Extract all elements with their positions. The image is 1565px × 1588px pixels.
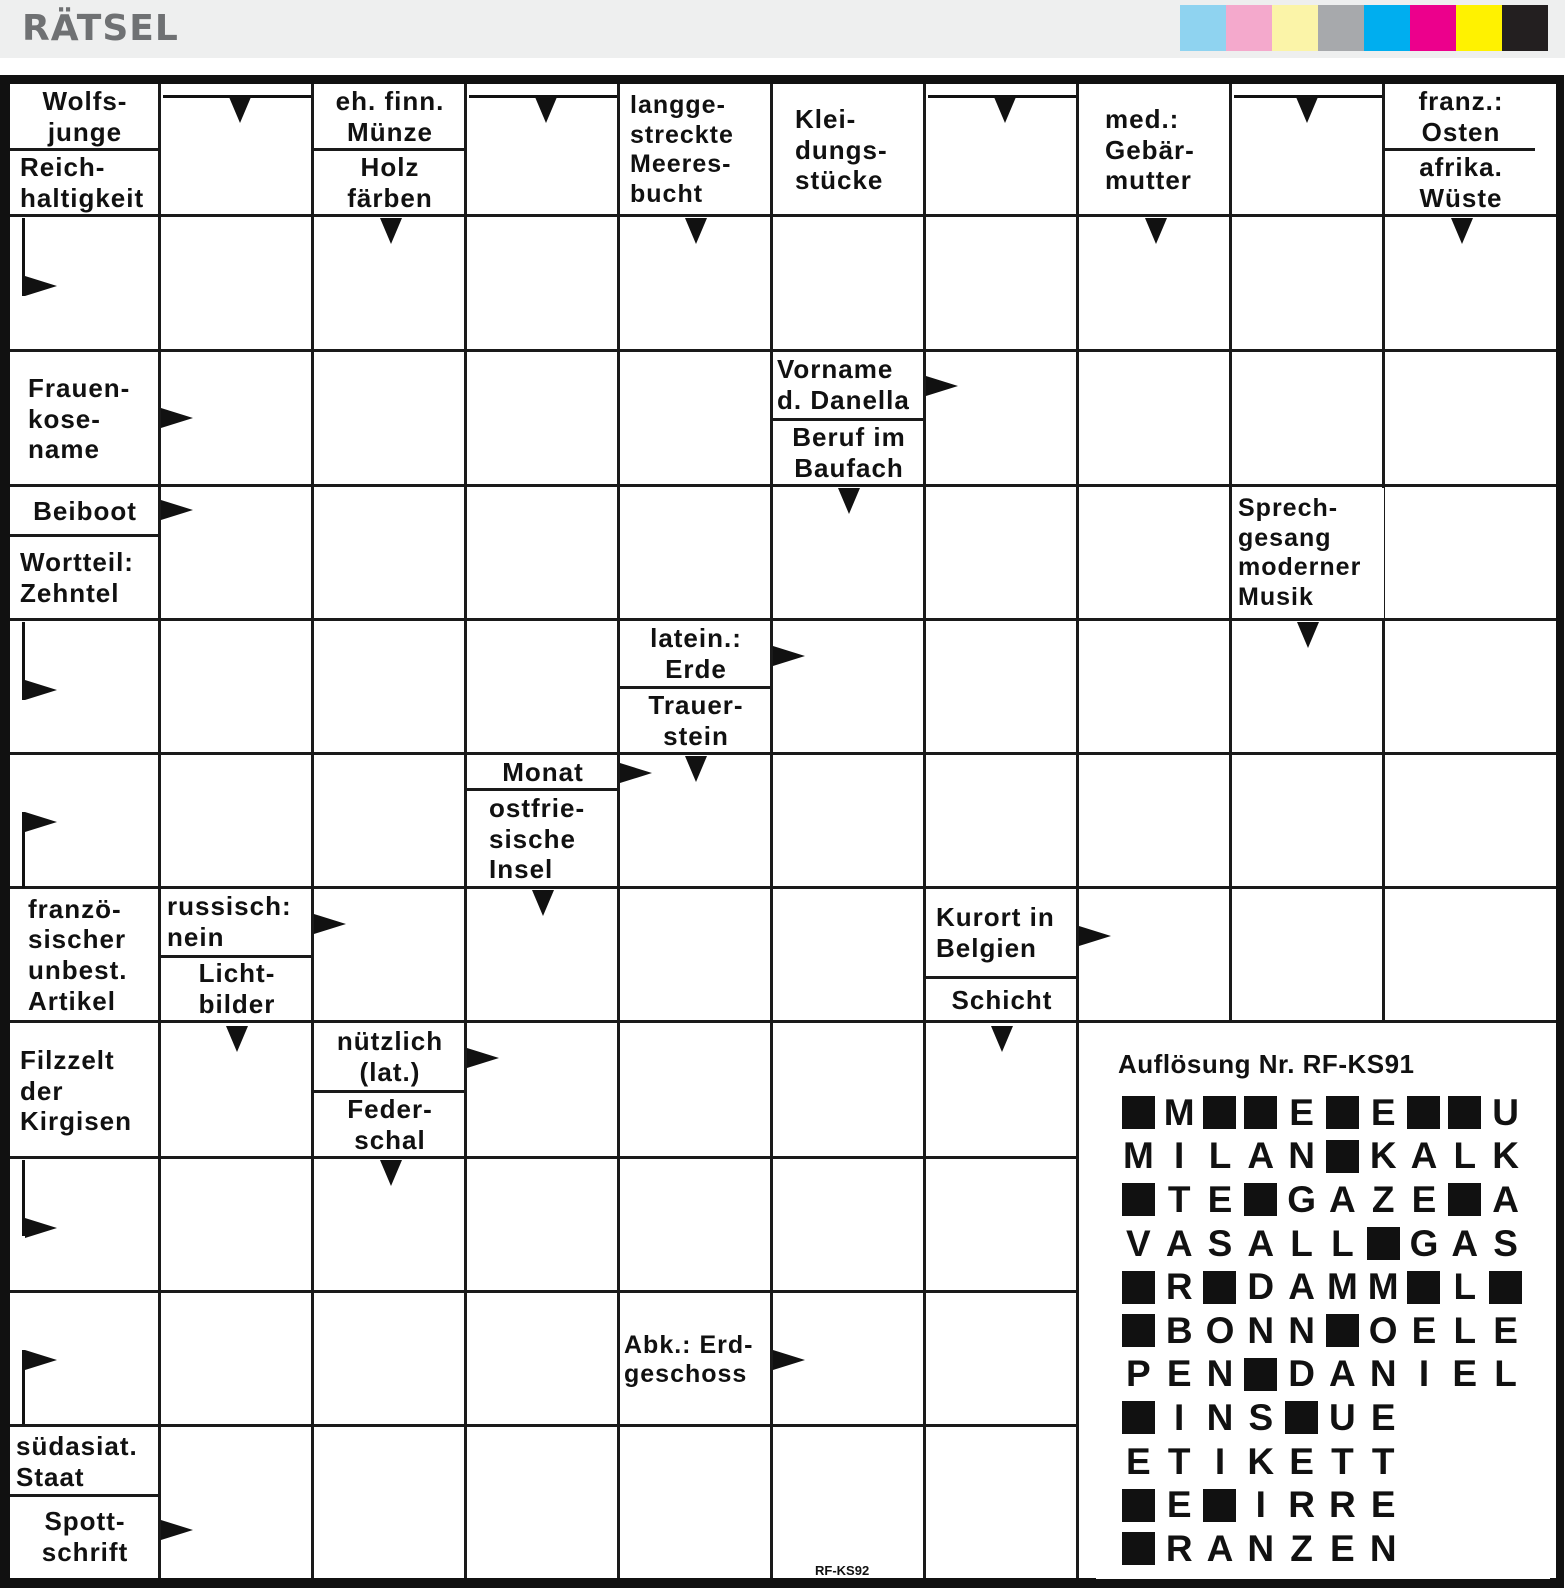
solution-cell: E xyxy=(1411,1178,1437,1220)
solution-cell xyxy=(1118,1309,1159,1353)
solution-cell: S xyxy=(1493,1222,1518,1264)
solution-cell: K xyxy=(1492,1135,1519,1177)
arrow-right-icon xyxy=(620,763,652,783)
solution-cell: R xyxy=(1165,1527,1193,1569)
solution-cell: I xyxy=(1255,1484,1266,1526)
solution-cell xyxy=(1404,1091,1445,1135)
clue-ostfriesische-insel: ostfrie- sische Insel xyxy=(469,792,617,886)
arrow-down-icon xyxy=(229,97,251,123)
solution-cell: A xyxy=(1288,1266,1315,1308)
clue-franz-osten: franz.: Osten xyxy=(1387,86,1535,148)
solution-row xyxy=(1118,1483,1526,1527)
solution-row xyxy=(1118,1091,1526,1135)
color-calibration-bar xyxy=(1180,5,1548,51)
solution-cell: Z xyxy=(1290,1527,1313,1569)
color-swatch xyxy=(1456,5,1502,51)
solution-cell: A xyxy=(1165,1222,1193,1264)
solution-cell: I xyxy=(1418,1353,1430,1395)
solution-row xyxy=(1118,1440,1526,1484)
solution-cell: L xyxy=(1331,1222,1354,1264)
arrow-down-icon xyxy=(685,756,707,782)
clue-gebaermutter: med.: Gebär- mutter xyxy=(1081,86,1229,214)
color-swatch xyxy=(1364,5,1410,51)
grid-column-line xyxy=(1076,84,1079,1578)
clue-meeresbucht: langge- streckte Meeres- bucht xyxy=(622,86,770,214)
solution-cell: O xyxy=(1368,1309,1398,1351)
clue-latein-erde: latein.: Erde xyxy=(622,622,770,686)
solution-cell: D xyxy=(1288,1353,1315,1395)
arrow-right-icon xyxy=(161,500,193,520)
clue-divider xyxy=(925,976,1076,979)
solution-cell xyxy=(1363,1222,1404,1266)
solution-cell xyxy=(1118,1396,1159,1440)
clue-franz-artikel: franzö- sischer unbest. Artikel xyxy=(12,890,158,1020)
solution-row xyxy=(1118,1353,1526,1397)
solution-cell: N xyxy=(1247,1309,1275,1351)
arrow-down-icon xyxy=(1296,97,1318,123)
solution-cell: E xyxy=(1411,1309,1437,1351)
arrow-down-icon xyxy=(1145,218,1167,244)
solution-cell: T xyxy=(1167,1178,1191,1220)
clue-afrika-wueste: afrika. Wüste xyxy=(1387,152,1535,214)
arrow-right-icon xyxy=(25,680,57,700)
grid-row-line xyxy=(10,484,1556,487)
solution-cell: E xyxy=(1452,1353,1478,1395)
solution-cell: K xyxy=(1369,1135,1397,1177)
solution-cell: A xyxy=(1206,1527,1234,1569)
solution-cell: N xyxy=(1288,1135,1315,1177)
solution-cell: E xyxy=(1166,1353,1192,1395)
solution-cell: S xyxy=(1207,1222,1233,1264)
clue-erdgeschoss: Abk.: Erd- geschoss xyxy=(622,1296,770,1424)
clue-divider xyxy=(313,148,464,151)
solution-cell: R xyxy=(1329,1484,1356,1526)
header-bar xyxy=(0,0,1565,58)
arrow-right-icon xyxy=(926,376,958,396)
clue-divider xyxy=(10,148,158,151)
solution-cell: M xyxy=(1367,1266,1399,1308)
solution-cell: L xyxy=(1453,1135,1477,1177)
arrow-down-icon xyxy=(380,1160,402,1186)
grid-row-line xyxy=(10,214,1556,217)
clue-beiboot: Beiboot xyxy=(12,488,158,534)
solution-cell: E xyxy=(1207,1178,1233,1220)
clue-divider xyxy=(1384,148,1535,151)
solution-cell: L xyxy=(1290,1222,1313,1264)
arrow-down-icon xyxy=(994,97,1016,123)
solution-cell: M xyxy=(1122,1135,1154,1177)
solution-cell xyxy=(1118,1483,1159,1527)
solution-cell: B xyxy=(1165,1309,1193,1351)
color-swatch xyxy=(1502,5,1548,51)
solution-cell: L xyxy=(1453,1266,1477,1308)
grid-column-line xyxy=(464,84,467,1578)
arrow-right-icon xyxy=(25,276,57,296)
arrow-right-icon xyxy=(161,408,193,428)
solution-cell xyxy=(1444,1091,1485,1135)
grid-row-line xyxy=(10,886,1556,889)
arrow-right-icon xyxy=(161,1520,193,1540)
clue-divider xyxy=(10,534,158,537)
solution-cell xyxy=(1240,1091,1281,1135)
clue-divider xyxy=(10,1494,158,1497)
clue-filzzelt: Filzzelt der Kirgisen xyxy=(12,1026,158,1156)
solution-cell: E xyxy=(1289,1091,1314,1133)
solution-cell xyxy=(1322,1309,1363,1353)
solution-cell xyxy=(1240,1353,1281,1397)
solution-cell: A xyxy=(1247,1222,1275,1264)
clue-kurort-belgien: Kurort in Belgien xyxy=(928,890,1076,976)
arrow-right-icon xyxy=(773,646,805,666)
grid-row-line xyxy=(10,752,1556,755)
clue-frauenkosename: Frauen- kose- name xyxy=(12,354,158,484)
solution-cell: I xyxy=(1174,1396,1185,1438)
arrow-right-icon xyxy=(25,1350,57,1370)
solution-cell: T xyxy=(1371,1440,1395,1482)
solution-cell: E xyxy=(1166,1484,1192,1526)
color-swatch xyxy=(1180,5,1226,51)
solution-cell: U xyxy=(1329,1396,1356,1438)
arrow-down-icon xyxy=(380,218,402,244)
solution-cell: A xyxy=(1329,1353,1356,1395)
solution-cell: A xyxy=(1410,1135,1438,1177)
solution-cell xyxy=(1118,1527,1159,1571)
clue-divider xyxy=(772,418,923,421)
clue-monat: Monat xyxy=(469,756,617,788)
solution-cell: M xyxy=(1163,1091,1195,1133)
arrow-right-icon xyxy=(773,1350,805,1370)
clue-reichhaltigkeit: Reich- haltigkeit xyxy=(12,152,158,214)
solution-cell: E xyxy=(1370,1396,1396,1438)
solution-cell: P xyxy=(1126,1353,1151,1395)
solution-row xyxy=(1118,1527,1526,1571)
solution-cell: N xyxy=(1247,1527,1275,1569)
solution-cell: A xyxy=(1329,1178,1356,1220)
grid-row-line xyxy=(10,1020,1556,1023)
clue-spottschrift: Spott- schrift xyxy=(12,1498,158,1576)
solution-cell: A xyxy=(1492,1178,1519,1220)
solution-row xyxy=(1118,1178,1526,1222)
solution-cell: G xyxy=(1287,1178,1316,1220)
solution-cell: L xyxy=(1208,1135,1232,1177)
solution-cell: E xyxy=(1126,1440,1151,1482)
arrow-down-icon xyxy=(226,1026,248,1052)
solution-cell xyxy=(1118,1091,1159,1135)
solution-cell: I xyxy=(1174,1135,1185,1177)
grid-row-line xyxy=(10,1156,1076,1159)
solution-cell: R xyxy=(1288,1484,1315,1526)
color-swatch xyxy=(1272,5,1318,51)
arrow-right-icon xyxy=(1079,926,1111,946)
solution-panel xyxy=(1096,1043,1550,1579)
solution-cell: V xyxy=(1126,1222,1151,1264)
arrow-down-icon xyxy=(838,488,860,514)
solution-cell xyxy=(1485,1265,1526,1309)
clue-schicht: Schicht xyxy=(928,980,1076,1020)
clue-divider xyxy=(313,1090,464,1093)
clue-nuetzlich-lat: nützlich (lat.) xyxy=(316,1026,464,1088)
solution-cell: E xyxy=(1330,1527,1355,1569)
solution-cell: K xyxy=(1247,1440,1275,1482)
clue-holz-faerben: Holz färben xyxy=(316,152,464,214)
color-swatch xyxy=(1318,5,1364,51)
solution-cell: A xyxy=(1451,1222,1479,1264)
grid-row-line xyxy=(10,1424,1076,1427)
solution-cell: Z xyxy=(1371,1178,1395,1220)
solution-title: Auflösung Nr. RF-KS91 xyxy=(1118,1049,1415,1079)
clue-divider xyxy=(466,788,617,791)
arrow-down-icon xyxy=(532,890,554,916)
solution-cell xyxy=(1281,1396,1322,1440)
clue-wolfsjunge: Wolfs- junge xyxy=(12,86,158,148)
grid-column-line xyxy=(158,84,161,1578)
arrow-right-icon xyxy=(467,1048,499,1068)
grid-column-line xyxy=(923,84,926,1578)
solution-cell xyxy=(1200,1483,1241,1527)
solution-cell xyxy=(1322,1135,1363,1179)
solution-cell: O xyxy=(1205,1309,1235,1351)
solution-cell: M xyxy=(1326,1266,1358,1308)
solution-cell: N xyxy=(1288,1309,1315,1351)
solution-cell: N xyxy=(1369,1353,1397,1395)
solution-cell: E xyxy=(1289,1440,1314,1482)
solution-cell xyxy=(1200,1265,1241,1309)
clue-lichtbilder: Licht- bilder xyxy=(163,958,311,1020)
solution-row xyxy=(1118,1135,1526,1179)
solution-row xyxy=(1118,1265,1526,1309)
grid-row-line xyxy=(10,1290,1076,1293)
clue-federschal: Feder- schal xyxy=(316,1094,464,1156)
solution-grid xyxy=(1118,1091,1526,1571)
solution-cell: R xyxy=(1165,1266,1193,1308)
arrow-right-icon xyxy=(314,914,346,934)
solution-row xyxy=(1118,1309,1526,1353)
solution-cell xyxy=(1200,1091,1241,1135)
grid-row-line xyxy=(10,618,1556,621)
solution-cell: I xyxy=(1214,1440,1226,1482)
solution-cell: T xyxy=(1167,1440,1191,1482)
solution-cell: T xyxy=(1331,1440,1354,1482)
solution-cell xyxy=(1240,1178,1281,1222)
solution-cell: E xyxy=(1493,1309,1518,1351)
clue-sprechgesang: Sprech- gesang moderner Musik xyxy=(1234,488,1384,618)
solution-cell: G xyxy=(1409,1222,1439,1264)
solution-cell: S xyxy=(1248,1396,1274,1438)
solution-cell xyxy=(1118,1265,1159,1309)
solution-cell xyxy=(1404,1265,1445,1309)
solution-cell: N xyxy=(1206,1353,1234,1395)
solution-cell xyxy=(1118,1178,1159,1222)
color-swatch xyxy=(1410,5,1456,51)
solution-cell: L xyxy=(1494,1353,1517,1395)
arrow-right-icon xyxy=(25,812,57,832)
arrow-down-icon xyxy=(535,97,557,123)
clue-wortteil-zehntel: Wortteil: Zehntel xyxy=(12,538,158,618)
clue-russisch-nein: russisch: nein xyxy=(163,890,311,954)
clue-vorname-danella: Vorname d. Danella xyxy=(775,354,923,416)
arrow-right-icon xyxy=(25,1218,57,1238)
solution-cell: E xyxy=(1370,1484,1396,1526)
color-swatch xyxy=(1226,5,1272,51)
solution-cell: U xyxy=(1492,1091,1519,1133)
page-title: RÄTSEL xyxy=(22,8,179,49)
solution-cell xyxy=(1444,1178,1485,1222)
arrow-down-icon xyxy=(685,218,707,244)
solution-cell: N xyxy=(1369,1527,1397,1569)
clue-trauerstein: Trauer- stein xyxy=(622,690,770,752)
arrow-down-icon xyxy=(991,1026,1013,1052)
grid-column-line xyxy=(617,84,620,1578)
solution-row xyxy=(1118,1396,1526,1440)
puzzle-code: RF-KS92 xyxy=(815,1563,870,1578)
clue-beruf-baufach: Beruf im Baufach xyxy=(775,422,923,484)
grid-row-line xyxy=(10,349,1556,352)
solution-cell: N xyxy=(1206,1396,1234,1438)
solution-cell: L xyxy=(1453,1309,1477,1351)
solution-cell: A xyxy=(1247,1135,1275,1177)
solution-cell: E xyxy=(1370,1091,1396,1133)
solution-row xyxy=(1118,1222,1526,1266)
arrow-down-icon xyxy=(1297,622,1319,648)
clue-divider xyxy=(619,686,770,689)
clue-suedasiat-staat: südasiat. Staat xyxy=(12,1430,158,1494)
arrow-down-icon xyxy=(1451,218,1473,244)
solution-cell xyxy=(1322,1091,1363,1135)
grid-column-line xyxy=(311,84,314,1578)
clue-kleidungsstuecke: Klei- dungs- stücke xyxy=(775,86,923,214)
solution-cell: D xyxy=(1247,1266,1275,1308)
grid-column-line xyxy=(1229,84,1232,1022)
clue-muenze: eh. finn. Münze xyxy=(316,86,464,148)
